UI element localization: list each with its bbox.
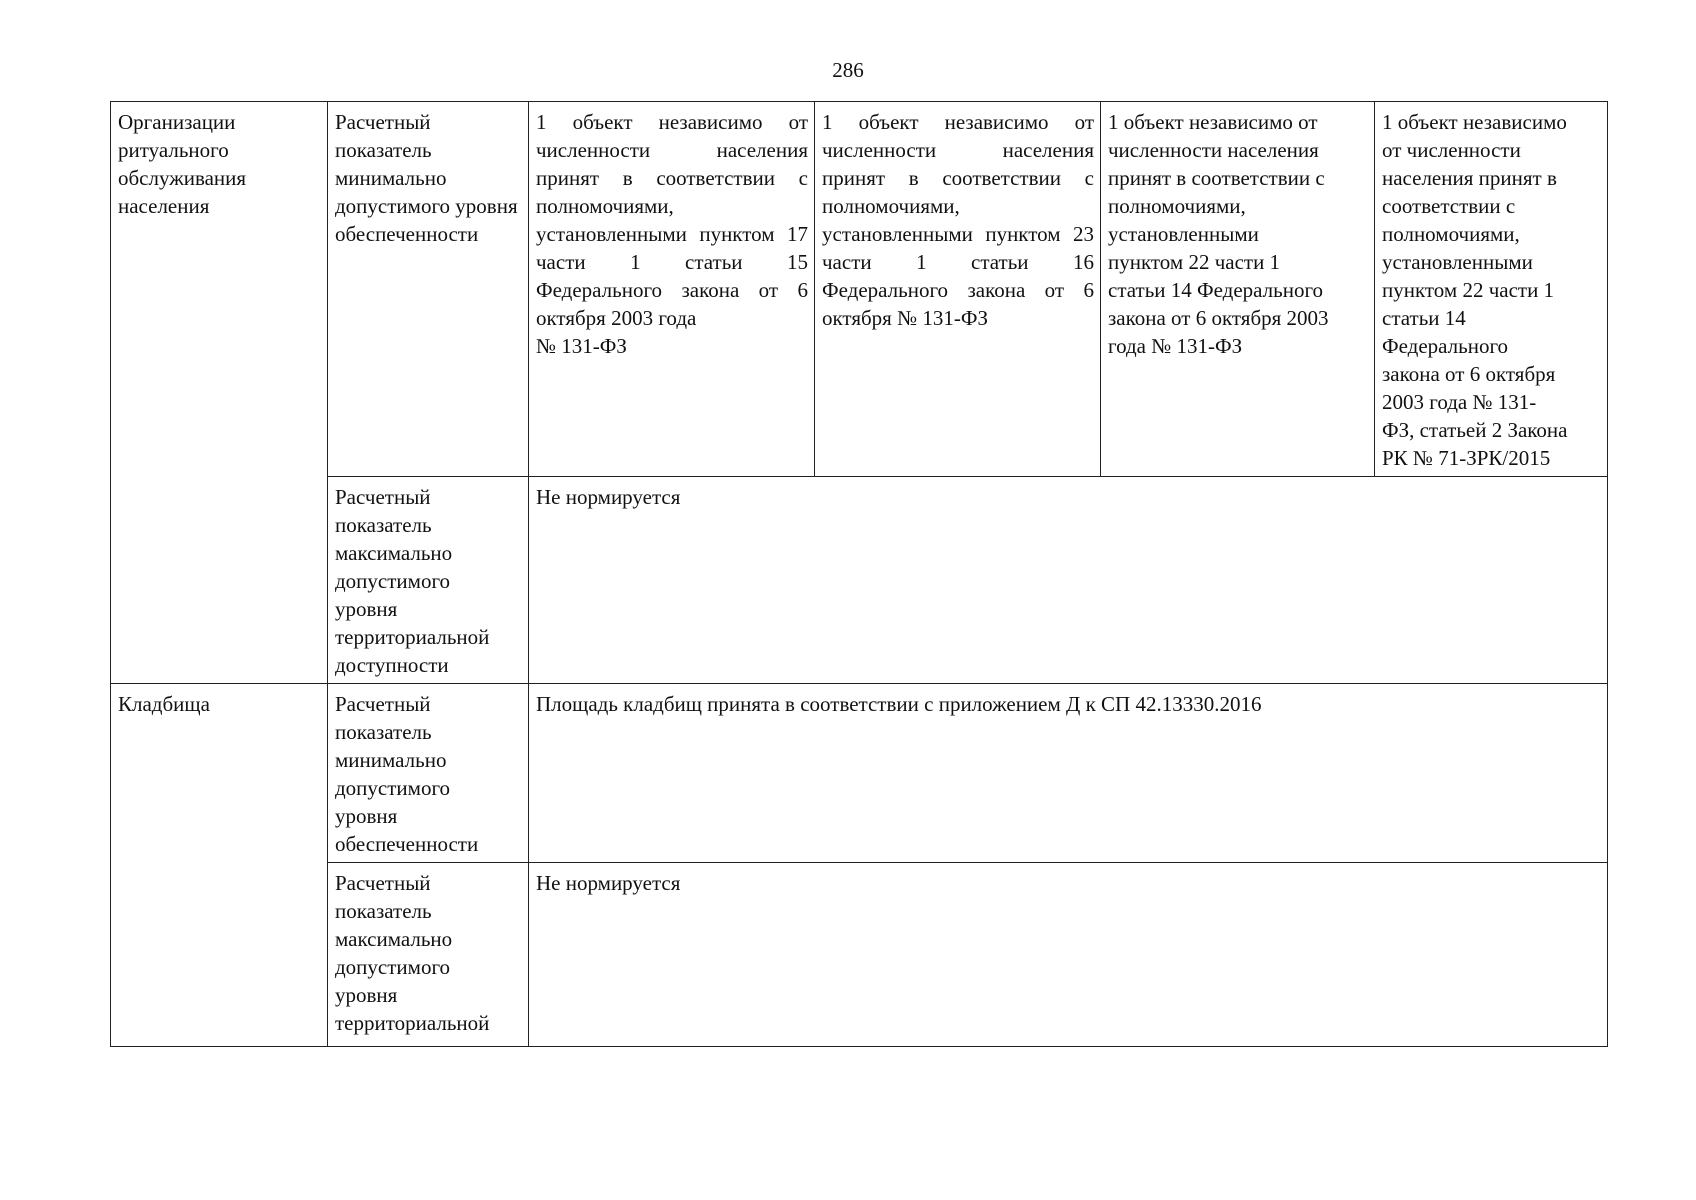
table-row bbox=[111, 684, 1608, 863]
value-cell bbox=[529, 477, 1608, 684]
value-cell bbox=[1101, 102, 1375, 477]
value-cell bbox=[529, 684, 1608, 863]
value-text: Не нормируется bbox=[536, 485, 681, 509]
table-row bbox=[111, 102, 1608, 477]
object-cell-ritual-services bbox=[111, 102, 328, 684]
table-row bbox=[111, 477, 1608, 684]
indicator-label: Расчетный показатель максимально допустимого уровня территориальной bbox=[335, 871, 490, 1035]
value-cell bbox=[529, 102, 815, 477]
indicator-label: Расчетный показатель максимально допустимого уровня территориальной доступности bbox=[335, 485, 490, 677]
value-text: 1 объект независимо от численности населения принят в соответствии с полномочиями, установленными пунктом 17 части 1 статьи 15 Федерального закона от 6 октября 2003 года № 131-ФЗ bbox=[536, 110, 808, 358]
value-text: Площадь кладбищ принята в соответствии с приложением Д к СП 42.13330.2016 bbox=[536, 692, 1262, 716]
indicator-cell bbox=[328, 477, 529, 684]
value-cell bbox=[1375, 102, 1608, 477]
indicator-cell bbox=[328, 863, 529, 1047]
indicator-cell bbox=[328, 102, 529, 477]
value-cell bbox=[529, 863, 1608, 1047]
indicator-label: Расчетный показатель минимально допустимого уровня обеспеченности bbox=[335, 692, 479, 856]
object-name: Кладбища bbox=[118, 692, 210, 716]
value-text: 1 объект независимо от численности населения принят в соответствии с полномочиями, установленными пунктом 22 части 1 статьи 14 Федерального закона от 6 октября 2003 года № 131- ФЗ, статьей 2 Закона РК № 71-ЗРК/2015 bbox=[1382, 110, 1568, 470]
table-row bbox=[111, 863, 1608, 1047]
indicator-cell bbox=[328, 684, 529, 863]
value-text: Не нормируется bbox=[536, 871, 681, 895]
object-name: Организации ритуального обслуживания населения bbox=[118, 110, 247, 218]
norms-table bbox=[110, 101, 1608, 1047]
indicator-label: Расчетный показатель минимально допустимого уровня обеспеченности bbox=[335, 110, 518, 246]
value-text: 1 объект независимо от численности населения принят в соответствии с полномочиями, установленными пунктом 23 части 1 статьи 16 Федерального закона от 6 октября № 131-ФЗ bbox=[822, 110, 1094, 330]
object-cell-cemeteries bbox=[111, 684, 328, 1047]
value-cell bbox=[815, 102, 1101, 477]
value-text: 1 объект независимо от численности населения принят в соответствии с полномочиями, установленными пунктом 22 части 1 статьи 14 Федерального закона от 6 октября 2003 года № 131-ФЗ bbox=[1108, 110, 1329, 358]
page-number: 286 bbox=[832, 58, 864, 82]
